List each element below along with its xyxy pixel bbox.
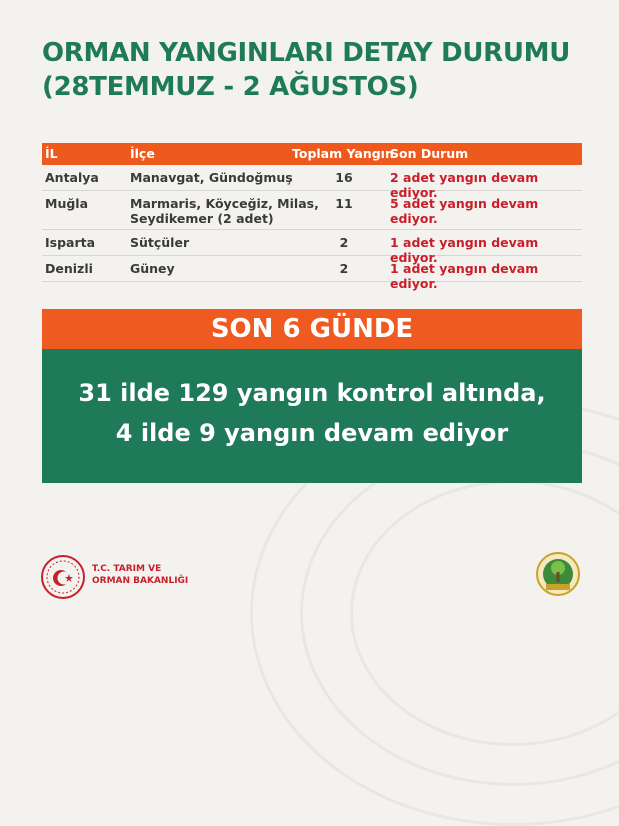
- cell-ilce: Marmaris, Köyceğiz, Milas, Seydikemer (2 adet): [130, 196, 319, 226]
- summary-line-1: 31 ilde 129 yangın kontrol altında,: [78, 379, 546, 407]
- page-title: [42, 36, 570, 104]
- cell-son-durum: 5 adet yangın devam ediyor.: [390, 196, 539, 226]
- cell-ilce: Güney: [130, 261, 175, 276]
- table-row: [42, 165, 582, 200]
- title-line-2: (28TEMMUZ - 2 AĞUSTOS): [42, 72, 419, 102]
- cell-il: Denizli: [45, 261, 93, 276]
- ministry-emblem-icon: [40, 554, 86, 604]
- ministry-name: [92, 563, 188, 587]
- cell-il: Muğla: [45, 196, 89, 211]
- summary-box: [42, 349, 582, 483]
- header-son-durum: Son Durum: [390, 146, 469, 161]
- fire-details-table: [42, 143, 582, 291]
- summary-line-2: 4 ilde 9 yangın devam ediyor: [115, 419, 509, 447]
- ministry-name-line-2: ORMAN BAKANLIĞI: [92, 576, 189, 586]
- cell-toplam: 16: [335, 170, 353, 185]
- cell-il: Isparta: [45, 235, 96, 250]
- table-row: [42, 230, 582, 265]
- cell-ilce: Manavgat, Gündoğmuş: [130, 170, 293, 185]
- cell-son-durum: 2 adet yangın devam ediyor.: [390, 170, 539, 200]
- cell-son-durum: 1 adet yangın devam ediyor.: [390, 261, 539, 291]
- summary-heading: SON 6 GÜNDE: [42, 309, 582, 349]
- table-row: [42, 256, 582, 291]
- header-toplam: Toplam Yangın: [292, 146, 394, 161]
- cell-son-durum: 1 adet yangın devam ediyor.: [390, 235, 539, 265]
- table-header: [42, 143, 582, 165]
- cell-ilce: Sütçüler: [130, 235, 190, 250]
- header-il: İL: [45, 146, 58, 161]
- table-row: [42, 191, 582, 230]
- title-line-1: ORMAN YANGINLARI DETAY DURUMU: [42, 38, 571, 68]
- cell-toplam: 11: [335, 196, 353, 211]
- header-ilce: İlçe: [130, 146, 155, 161]
- forestry-directorate-emblem-icon: [534, 550, 582, 606]
- cell-il: Antalya: [45, 170, 99, 185]
- ministry-name-line-1: T.C. TARIM VE: [92, 564, 162, 574]
- cell-toplam: 2: [339, 235, 349, 250]
- cell-toplam: 2: [339, 261, 349, 276]
